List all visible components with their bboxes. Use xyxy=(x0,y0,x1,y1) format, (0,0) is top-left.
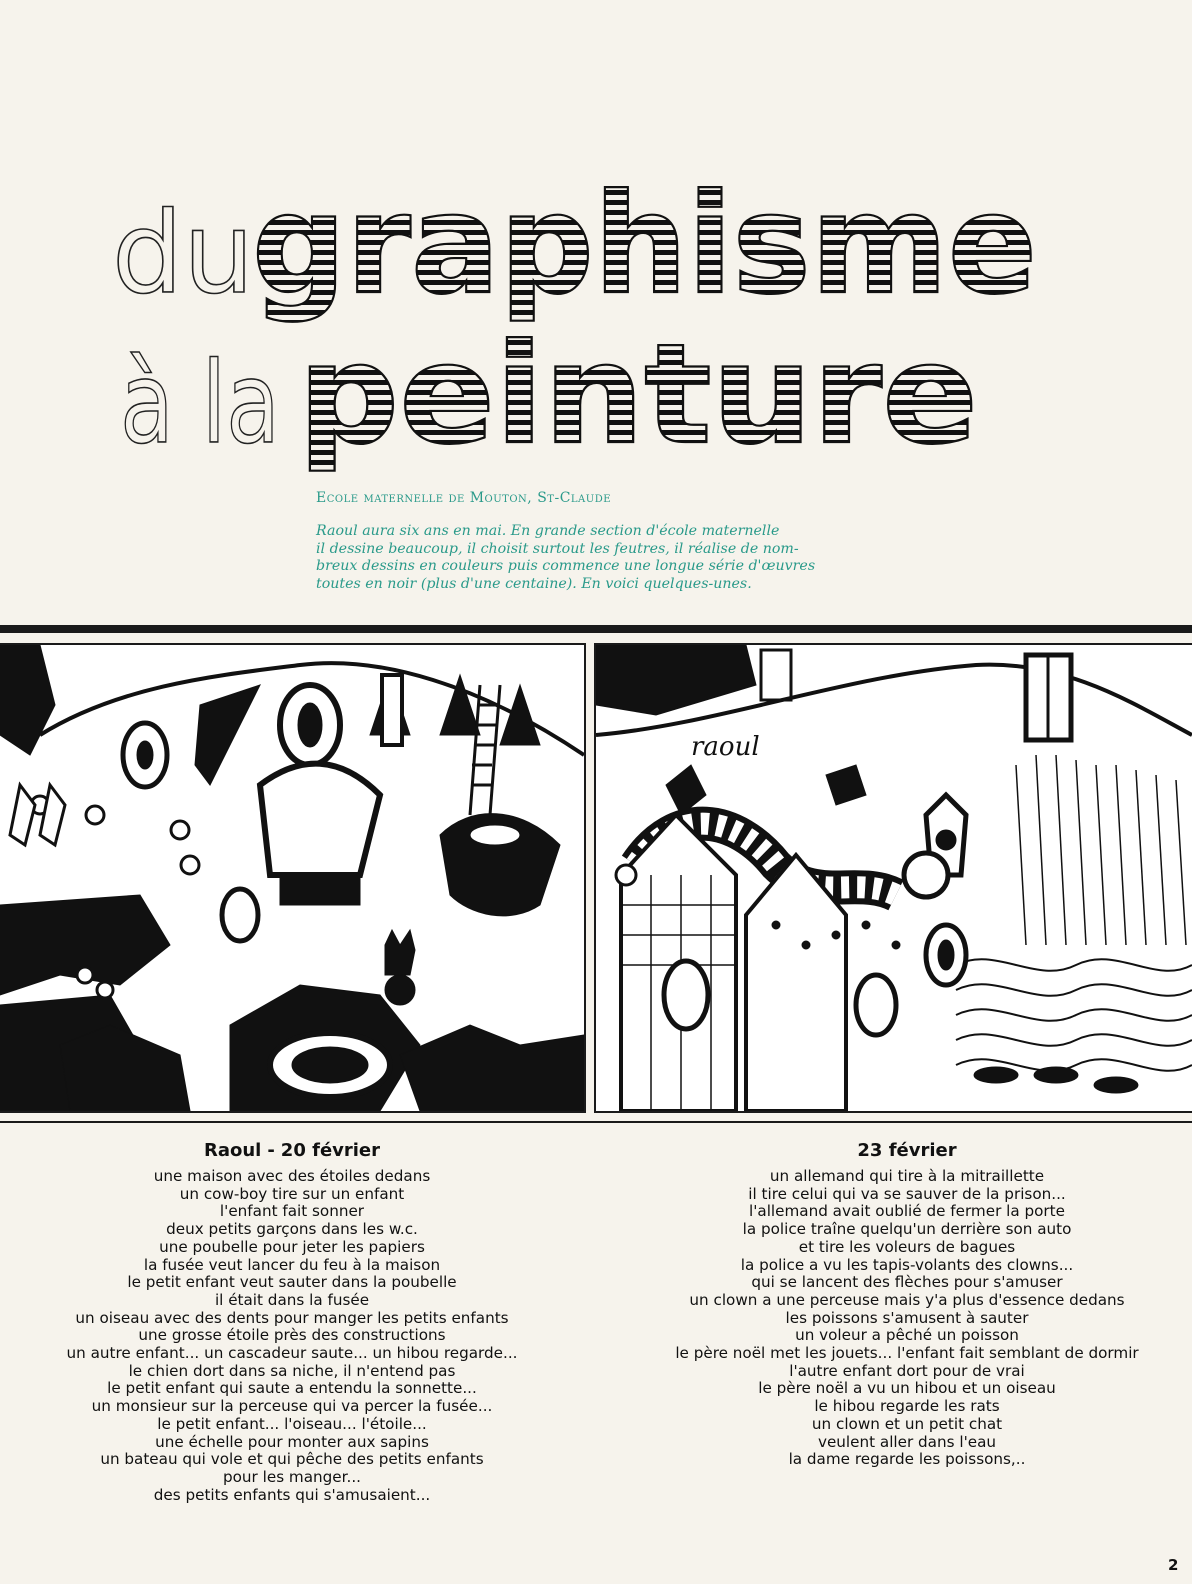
intro-paragraph xyxy=(316,523,866,593)
drawing-scribble-raoul: raoul xyxy=(691,732,760,762)
top-rule xyxy=(0,625,1192,633)
caption-line: l'allemand avait oublié de fermer la porte xyxy=(749,1202,1065,1221)
intro-line: toutes en noir (plus d'une centaine). En voici quelques-unes. xyxy=(316,575,752,592)
caption-left-title xyxy=(0,1140,584,1162)
caption-line: un clown et un petit chat xyxy=(811,1414,1003,1433)
child-drawing-left xyxy=(0,645,584,1111)
caption-left xyxy=(0,1140,584,1504)
caption-line: le chien dort dans sa niche, il n'entend pas xyxy=(128,1361,456,1380)
school-name: Ecole maternelle de Mouton, St-Claude xyxy=(316,490,612,506)
caption-line: il était dans la fusée xyxy=(214,1290,370,1309)
caption-line: un autre enfant... un cascadeur saute... un hibou regarde... xyxy=(66,1344,518,1363)
headline xyxy=(0,150,1192,480)
headline-peinture: peinture xyxy=(298,314,978,475)
headline-a-la: à la xyxy=(120,339,280,469)
caption-line: un voleur a pêché un poisson xyxy=(795,1326,1019,1345)
headline-du: du xyxy=(112,189,255,319)
page-number: 2 xyxy=(1168,1556,1179,1574)
intro-line: il dessine beaucoup, il choisit surtout les feutres, il réalise de nom- xyxy=(316,540,799,557)
caption-line: un bateau qui vole et qui pêche des petits enfants xyxy=(100,1450,484,1469)
caption-line: un monsieur sur la perceuse qui va percer la fusée... xyxy=(91,1397,493,1416)
caption-line: pour les manger... xyxy=(223,1467,361,1486)
drawing-left xyxy=(0,643,586,1113)
caption-line: veulent aller dans l'eau xyxy=(817,1432,997,1451)
caption-right-date: 23 février xyxy=(857,1140,957,1161)
caption-line: il tire celui qui va se sauver de la prison... xyxy=(748,1184,1066,1203)
caption-right xyxy=(612,1140,1192,1469)
caption-line: la fusée veut lancer du feu à la maison xyxy=(143,1255,441,1274)
caption-line: la dame regarde les poissons,.. xyxy=(788,1450,1026,1469)
caption-line: les poissons s'amusent à sauter xyxy=(785,1308,1029,1327)
caption-line: une poubelle pour jeter les papiers xyxy=(159,1237,425,1256)
caption-line: un oiseau avec des dents pour manger les petits enfants xyxy=(75,1308,509,1327)
caption-line: le petit enfant veut sauter dans la poubelle xyxy=(127,1273,457,1292)
caption-line: des petits enfants qui s'amusaient... xyxy=(153,1485,431,1504)
caption-line: un allemand qui tire à la mitraillette xyxy=(769,1167,1045,1185)
caption-line: le petit enfant... l'oiseau... l'étoile... xyxy=(157,1414,427,1433)
caption-line: une grosse étoile près des constructions xyxy=(138,1326,446,1345)
child-drawing-right xyxy=(596,645,1192,1111)
headline-graphisme: graphisme xyxy=(252,164,1037,325)
caption-line: un cow-boy tire sur un enfant xyxy=(179,1184,405,1203)
caption-line: et tire les voleurs de bagues xyxy=(798,1237,1016,1256)
caption-line: qui se lancent des flèches pour s'amuser xyxy=(751,1273,1063,1292)
caption-line: le père noël met les jouets... l'enfant fait semblant de dormir xyxy=(675,1344,1139,1363)
caption-line: deux petits garçons dans les w.c. xyxy=(166,1220,418,1239)
caption-line: le père noël a vu un hibou et un oiseau xyxy=(758,1379,1056,1398)
caption-left-dash: - xyxy=(267,1140,275,1161)
caption-line: une maison avec des étoiles dedans xyxy=(153,1167,431,1185)
caption-left-date: 20 février xyxy=(280,1140,381,1161)
intro-line: Raoul aura six ans en mai. En grande section d'école maternelle xyxy=(316,523,780,539)
caption-line: une échelle pour monter aux sapins xyxy=(155,1432,429,1451)
drawing-right xyxy=(594,643,1192,1113)
caption-line: le hibou regarde les rats xyxy=(814,1397,1000,1416)
caption-left-name: Raoul xyxy=(203,1140,262,1161)
caption-line: l'autre enfant dort pour de vrai xyxy=(789,1361,1025,1380)
caption-line: un clown a une perceuse mais y'a plus d'essence dedans xyxy=(689,1290,1125,1309)
intro-line: breux dessins en couleurs puis commence une longue série d'œuvres xyxy=(316,558,816,574)
bottom-rule xyxy=(0,1121,1192,1123)
caption-line: l'enfant fait sonner xyxy=(219,1202,365,1221)
caption-line: la police a vu les tapis-volants des clowns... xyxy=(740,1255,1074,1274)
caption-line: la police traîne quelqu'un derrière son auto xyxy=(742,1220,1072,1239)
caption-line: le petit enfant qui saute a entendu la sonnette... xyxy=(107,1379,477,1398)
